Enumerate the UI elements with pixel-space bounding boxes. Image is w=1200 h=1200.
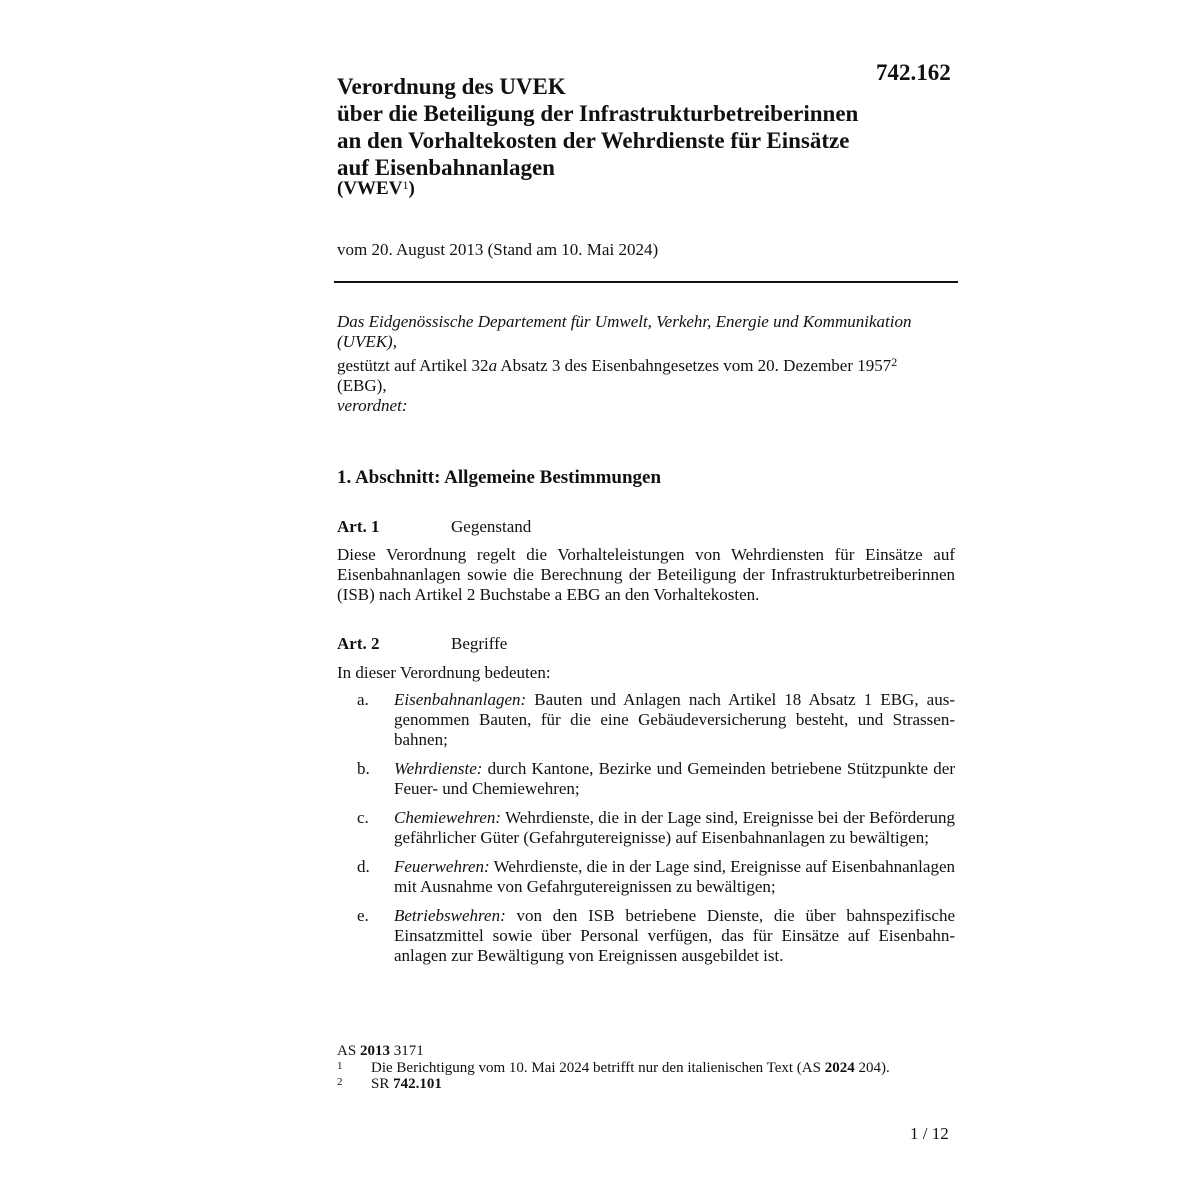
- footnote-2: 2 SR 742.101: [337, 1076, 442, 1092]
- list-item: a. Eisenbahnanlagen: Bauten und Anlagen nach Artikel 18 Absatz 1 EBG, ausgenommen Bauten, für die eine Gebäudeversicherung besteht, und Strassenbahnen;: [357, 690, 955, 749]
- footnote-1: 1 Die Berichtigung vom 10. Mai 2024 betrifft nur den italienischen Text (AS 2024 204).: [337, 1060, 890, 1076]
- list-item: c. Chemiewehren: Wehrdienste, die in der Lage sind, Ereignisse bei der Beförderung gefährlicher Güter (Gefahrgutereignisse) auf Eisenbahnanlagen zu bewältigen;: [357, 808, 955, 847]
- section-heading: 1. Abschnitt: Allgemeine Bestimmungen: [337, 467, 662, 488]
- footnote-ref-2[interactable]: 2: [891, 355, 898, 369]
- article-number: Art. 1: [337, 517, 380, 536]
- preamble: [337, 312, 957, 416]
- definitions-list: [337, 690, 955, 975]
- title-line: über die Beteiligung der Infrastrukturbetreiberinnen: [337, 101, 859, 126]
- list-item: e. Betriebswehren: von den ISB betriebene Dienste, die über bahnspezifische Einsatzmittel sowie über Personal verfügen, das für Einsätze auf Eisenbahnanlagen zur Bewältigung von Ereignissen ausgebildet ist.: [357, 906, 955, 965]
- article-2-heading: [337, 634, 507, 654]
- page-title: [337, 73, 937, 181]
- article-title: Begriffe: [451, 634, 508, 653]
- enactment-date: vom 20. August 2013 (Stand am 10. Mai 2024): [337, 240, 659, 259]
- abbreviation: (VWEV$^1$): [337, 178, 415, 199]
- article-title: Gegenstand: [451, 517, 532, 536]
- divider: [334, 281, 958, 283]
- footnote-ref-1[interactable]: 1: [402, 178, 409, 192]
- list-item: b. Wehrdienste: durch Kantone, Bezirke und Gemeinden betriebene Stützpunkte der Feuer- und Chemiewehren;: [357, 759, 955, 798]
- preamble-authority: Das Eidgenössische Departement für Umwelt, Verkehr, Energie und Kommunikation (UVEK),: [337, 312, 912, 351]
- definition-term: Chemiewehren:: [394, 808, 502, 827]
- article-2-intro: In dieser Verordnung bedeuten:: [337, 663, 551, 682]
- article-number: Art. 2: [337, 634, 380, 653]
- article-1-text: Diese Verordnung regelt die Vorhalteleistungen von Wehrdiensten für Einsätze auf Eisenbahnanlagen sowie die Berechnung der Beteiligung der Infrastrukturbetreiberinnen (ISB) nach Artikel 2 Buchstabe a EBG an den Vorhaltekosten.: [337, 545, 955, 604]
- article-1-heading: [337, 517, 531, 537]
- definition-term: Betriebswehren:: [394, 906, 506, 925]
- title-line: auf Eisenbahnanlagen: [337, 155, 555, 180]
- list-item: d. Feuerwehren: Wehrdienste, die in der Lage sind, Ereignisse auf Eisenbahnanlagen mit Ausnahme von Gefahrgutereignissen zu bewältigen;: [357, 857, 955, 896]
- definition-term: Eisenbahnanlagen:: [394, 690, 527, 709]
- footnotes: [337, 1043, 957, 1092]
- preamble-enacts: verordnet:: [337, 396, 408, 415]
- title-line: an den Vorhaltekosten der Wehrdienste für Einsätze: [337, 128, 850, 153]
- sr-number: 742.162: [876, 60, 951, 85]
- preamble-basis: gestützt auf Artikel 32a Absatz 3 des Eisenbahngesetzes vom 20. Dezember 1957$^2$ (EBG),: [337, 355, 898, 395]
- title-line: Verordnung des UVEK: [337, 74, 566, 99]
- definition-term: Feuerwehren:: [394, 857, 490, 876]
- page-number: 1 / 12: [910, 1124, 949, 1143]
- definition-term: Wehrdienste:: [394, 759, 483, 778]
- official-collection-ref: AS 2013 3171: [337, 1043, 424, 1059]
